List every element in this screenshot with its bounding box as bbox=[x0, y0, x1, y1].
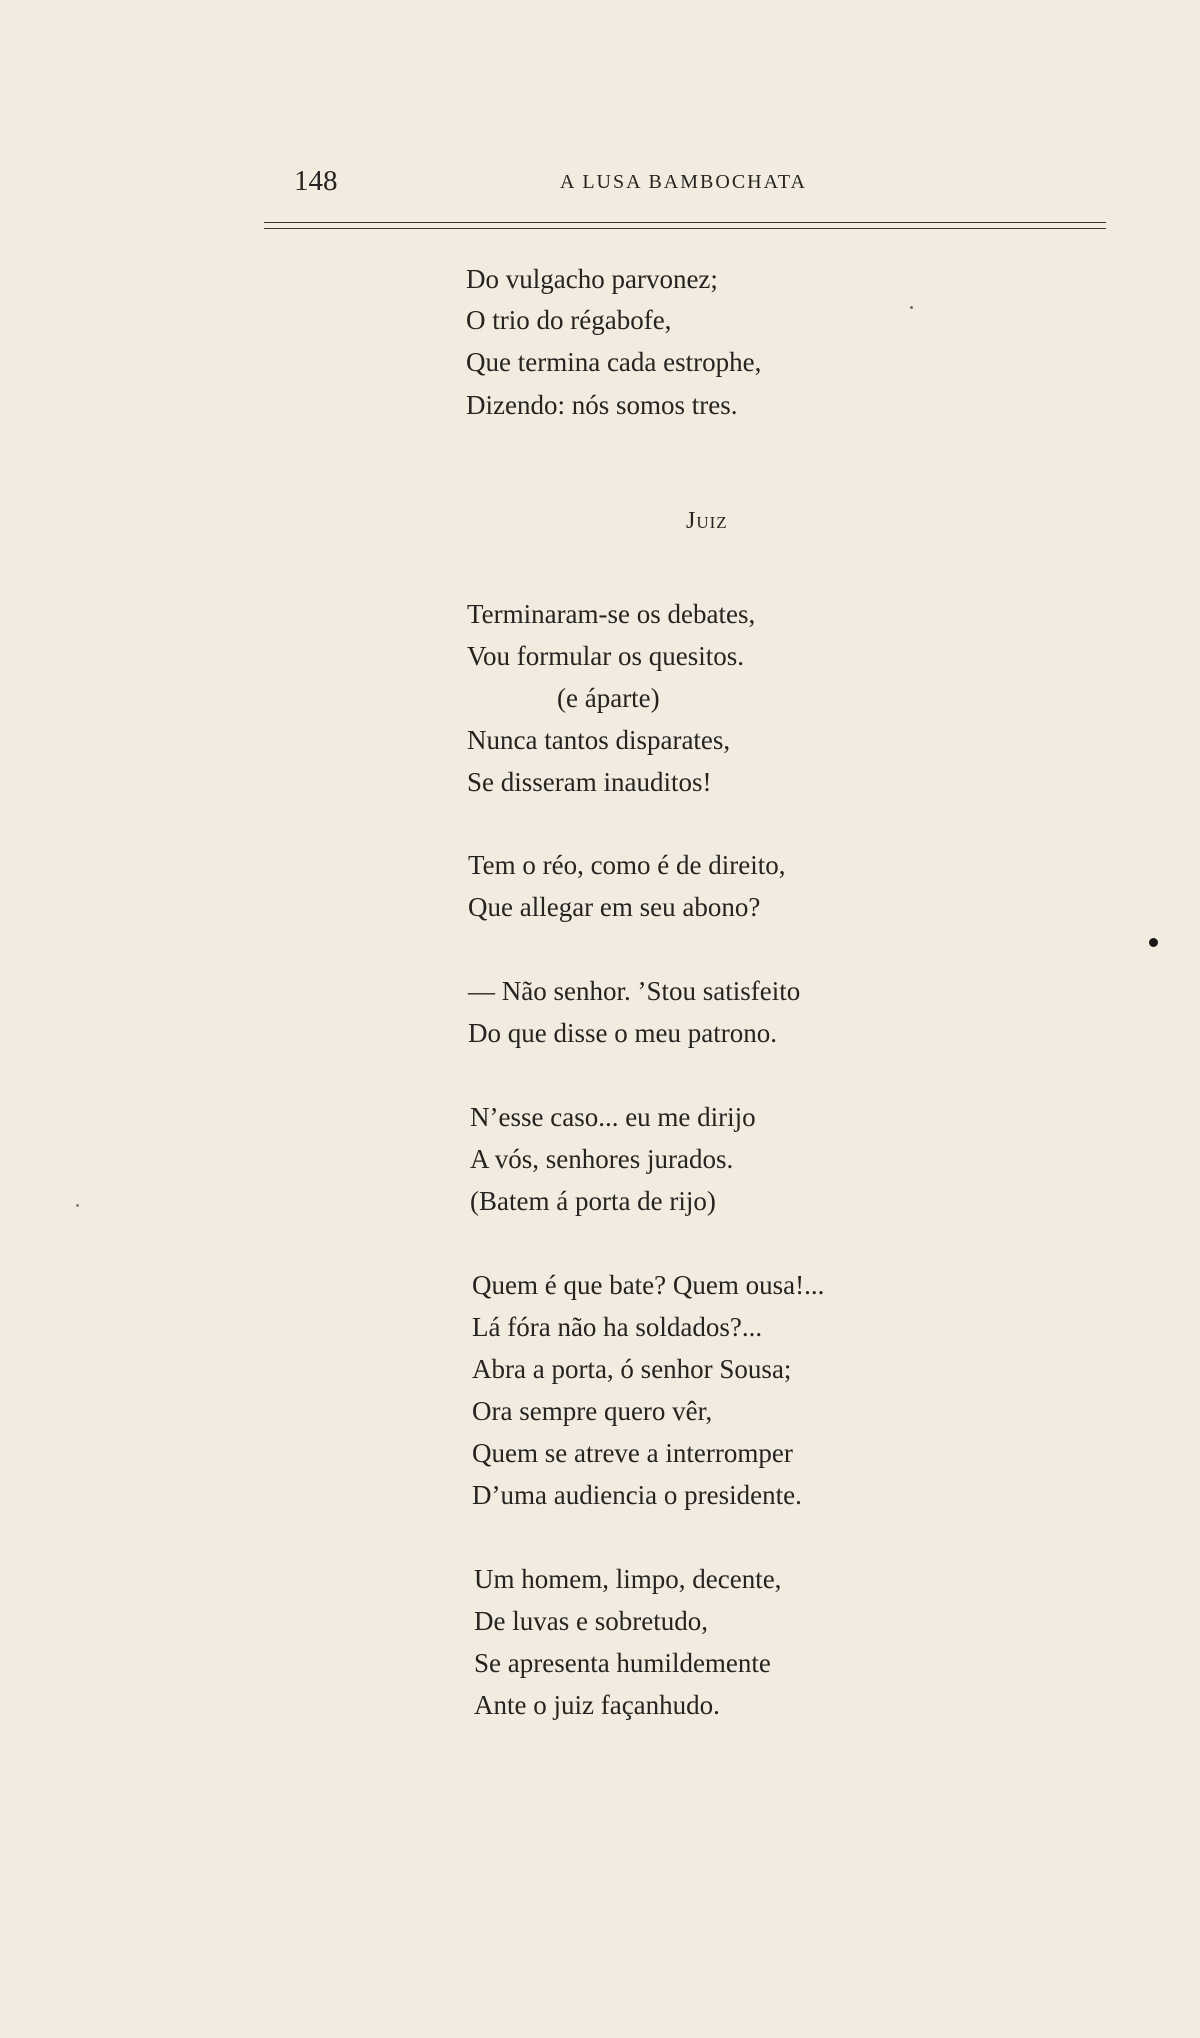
verse-line: Quem é que bate? Quem ousa!... bbox=[472, 1270, 825, 1300]
verse-line: Nunca tantos disparates, bbox=[467, 725, 731, 755]
verse-line: Terminaram-se os debates, bbox=[467, 599, 756, 629]
stage-direction: (Batem á porta de rijo) bbox=[470, 1186, 716, 1216]
stage-direction: (e áparte) bbox=[557, 683, 660, 713]
verse-line: Se apresenta humildemente bbox=[474, 1648, 771, 1678]
verse-line: D’uma audiencia o presidente. bbox=[472, 1480, 802, 1510]
header-rule-top bbox=[264, 222, 1106, 223]
verse-line: Lá fóra não ha soldados?... bbox=[472, 1312, 763, 1342]
verse-line: Abra a porta, ó senhor Sousa; bbox=[472, 1354, 792, 1384]
ink-speck bbox=[76, 1204, 79, 1207]
verse-line: De luvas e sobretudo, bbox=[474, 1606, 708, 1636]
verse-line: Ante o juiz façanhudo. bbox=[474, 1690, 720, 1720]
verse-line: Um homem, limpo, decente, bbox=[474, 1564, 782, 1594]
verse-line: Que allegar em seu abono? bbox=[468, 892, 761, 922]
page-number: 148 bbox=[294, 165, 338, 197]
verse-line: Quem se atreve a interromper bbox=[472, 1438, 793, 1468]
verse-line: Se disseram inauditos! bbox=[467, 767, 712, 797]
verse-line: — Não senhor. ’Stou satisfeito bbox=[468, 976, 801, 1006]
speaker-name: Juiz bbox=[686, 508, 728, 534]
verse-line: Dizendo: nós somos tres. bbox=[466, 390, 738, 420]
verse-line: Ora sempre quero vêr, bbox=[472, 1396, 713, 1426]
verse-line: A vós, senhores jurados. bbox=[470, 1144, 734, 1174]
verse-line: Vou formular os quesitos. bbox=[467, 641, 744, 671]
verse-line: N’esse caso... eu me dirijo bbox=[470, 1102, 756, 1132]
ink-speck bbox=[910, 306, 913, 309]
ink-spot bbox=[1149, 938, 1158, 947]
running-head: A LUSA BAMBOCHATA bbox=[560, 171, 807, 193]
verse-line: Que termina cada estrophe, bbox=[466, 347, 762, 377]
verse-line: Do vulgacho parvonez; bbox=[466, 264, 718, 294]
verse-line: Tem o réo, como é de direito, bbox=[468, 850, 786, 880]
header-rule-bottom bbox=[264, 228, 1106, 229]
verse-line: Do que disse o meu patrono. bbox=[468, 1018, 777, 1048]
verse-line: O trio do régabofe, bbox=[466, 305, 672, 335]
